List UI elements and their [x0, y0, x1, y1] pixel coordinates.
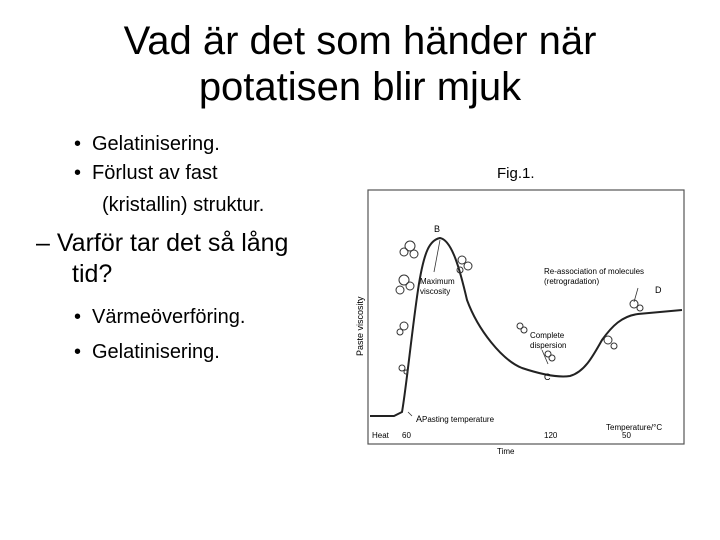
bullet-forlust: • Förlust av fast — [92, 161, 218, 186]
viscosity-curve — [370, 238, 682, 416]
annotation-retrogradation: (retrogradation) — [544, 277, 600, 286]
point-label-b: B — [434, 224, 441, 234]
subheading-line-2: tid? — [72, 260, 113, 288]
annotation-temperature: Temperature/°C — [606, 423, 663, 432]
y-axis-label: Paste viscosity — [355, 296, 365, 356]
annotation-complete: Complete — [530, 331, 565, 340]
point-label-a: A — [416, 414, 423, 424]
annotation-viscosity: viscosity — [420, 287, 451, 296]
sub-bullet-varmeoverforing: • Värmeöverföring. — [92, 305, 245, 330]
annotation-pasting-temperature: Pasting temperature — [422, 415, 495, 424]
annotation-maximum: Maximum — [420, 277, 455, 286]
plot-frame — [368, 190, 684, 444]
point-label-d: D — [655, 285, 662, 295]
bullet-forlust-continued: (kristallin) struktur. — [102, 194, 265, 216]
label-heat: Heat — [372, 431, 389, 440]
fig-label: Fig.1. — [497, 165, 535, 182]
granule-sketches — [396, 241, 643, 374]
annotation-dispersion: dispersion — [530, 341, 567, 350]
bullet-gelatinisering: • Gelatinisering. — [92, 132, 220, 157]
title-line-1: Vad är det som händer när — [123, 19, 597, 63]
title-line-2: potatisen blir mjuk — [198, 65, 522, 109]
x-axis-label: Time — [497, 447, 515, 456]
tick-60: 60 — [402, 431, 411, 440]
sub-bullet-gelatinisering: • Gelatinisering. — [92, 340, 220, 365]
tick-120: 120 — [544, 431, 558, 440]
tick-50: 50 — [622, 431, 631, 440]
point-label-c: C — [544, 372, 551, 382]
annotation-reassociation: Re-association of molecules — [544, 267, 645, 276]
viscosity-figure — [352, 160, 692, 460]
subheading-line-1: – Varför tar det så lång — [36, 229, 289, 257]
slide-title — [90, 18, 630, 110]
